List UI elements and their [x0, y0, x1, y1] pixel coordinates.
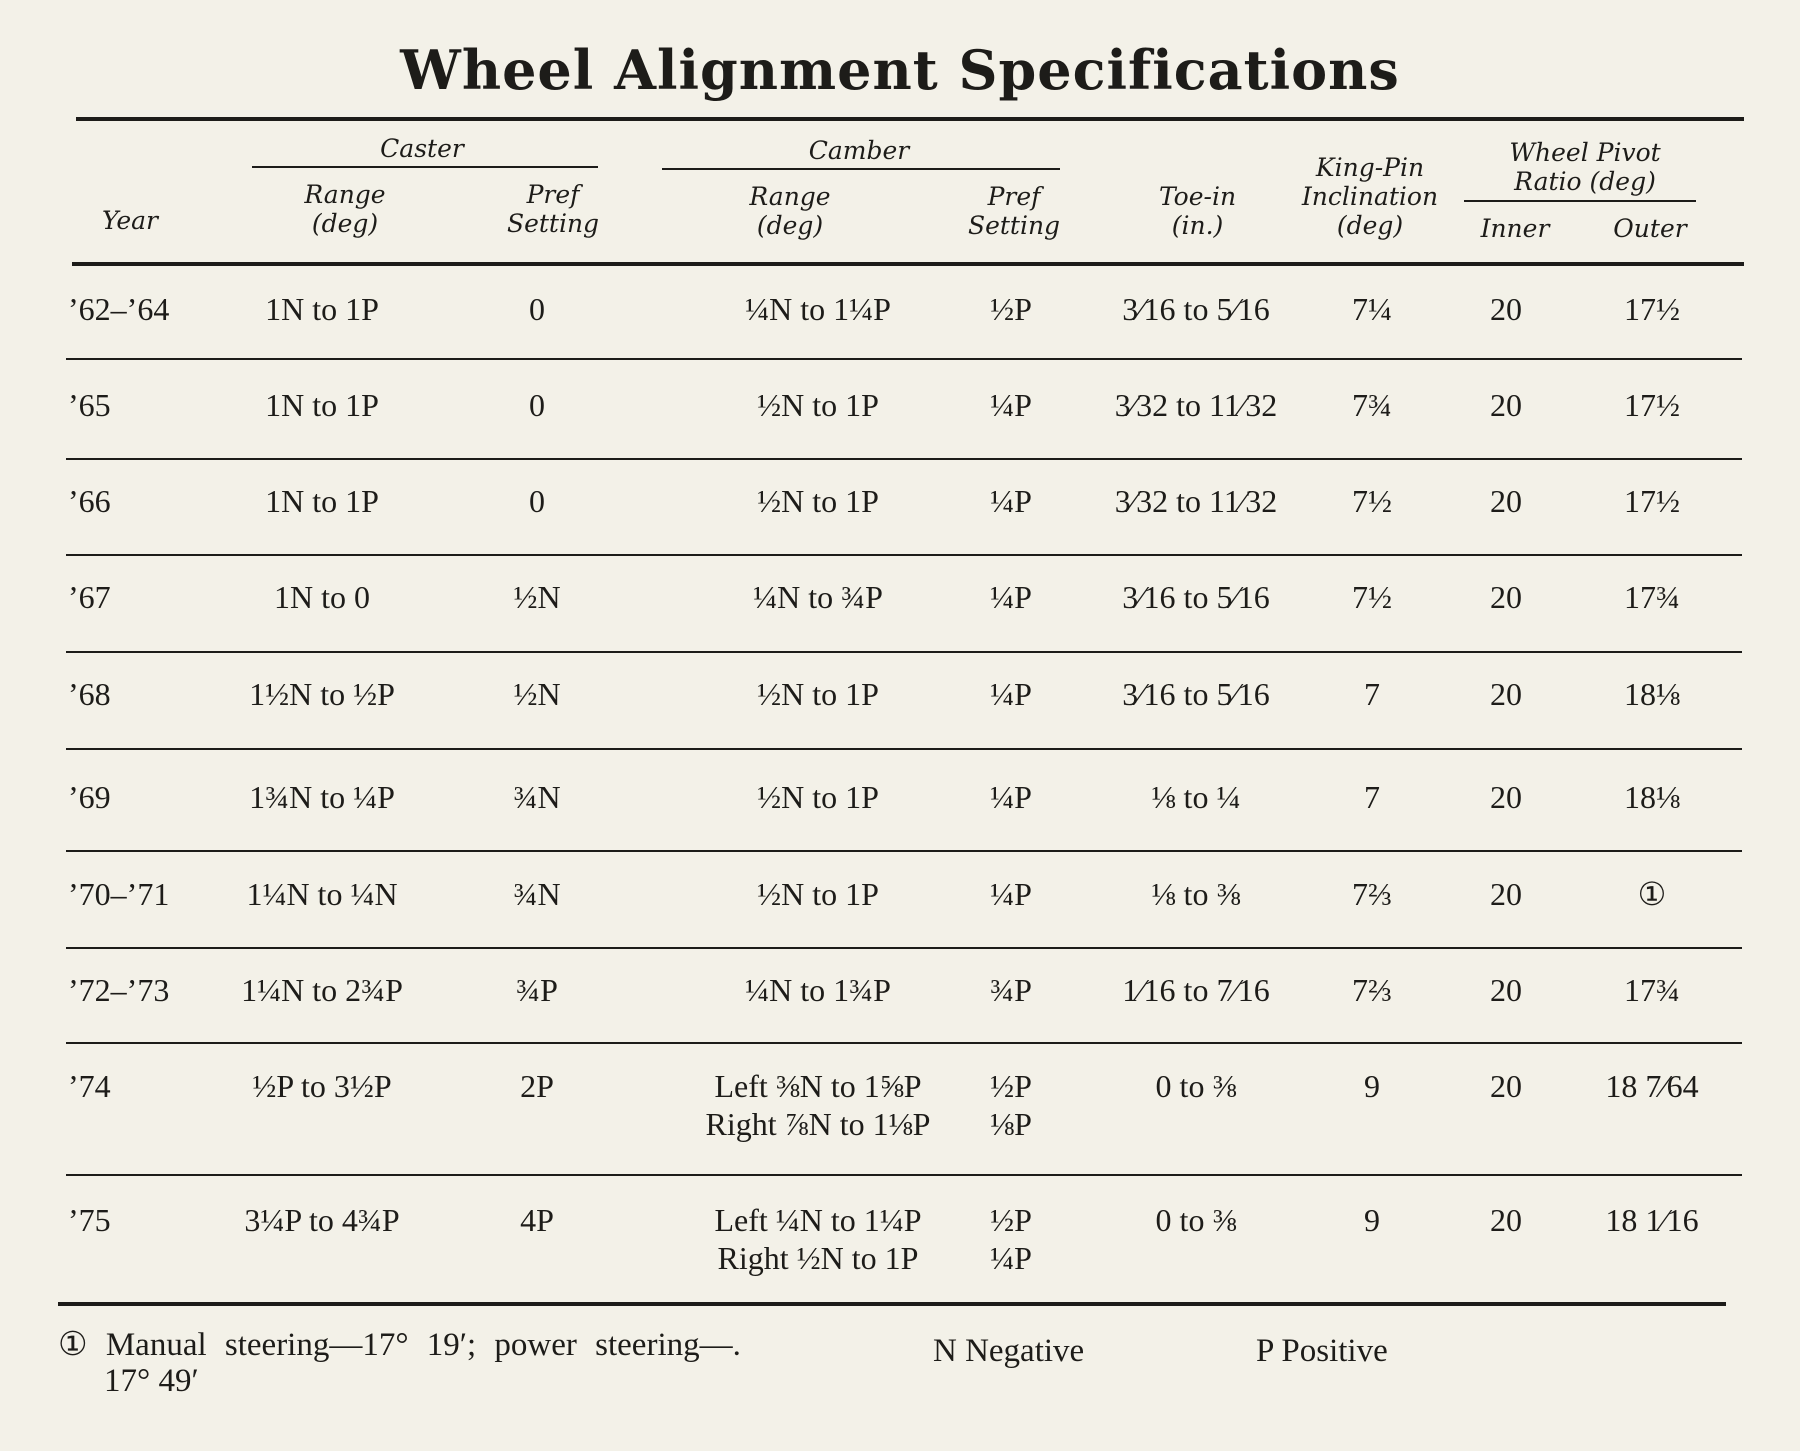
- cell-camber-range: ¼N to ¾P: [753, 579, 883, 615]
- cell-outer: ①: [1637, 876, 1667, 912]
- cell-inner: 20: [1490, 387, 1522, 423]
- cell-king-pin: 7½: [1352, 483, 1392, 519]
- cell-inner: 20: [1490, 1202, 1522, 1238]
- cell-camber-pref: ¼P: [990, 483, 1032, 519]
- cell-king-pin: 7¾: [1352, 387, 1392, 423]
- pivot-underline: [1464, 200, 1696, 202]
- cell-inner: 20: [1490, 779, 1522, 815]
- cell-camber-range: Left ⅜N to 1⅝P: [714, 1068, 922, 1104]
- cell-caster-pref: ¾N: [513, 876, 561, 912]
- cell-caster-pref: 0: [529, 387, 545, 423]
- cell-year: ’74: [68, 1068, 111, 1104]
- cell-toe-in: 0 to ⅜: [1155, 1068, 1237, 1104]
- header-camber: Camber: [808, 136, 910, 165]
- cell-camber-range: ½N to 1P: [757, 676, 879, 712]
- header-toe-in: Toe-in (in.): [1158, 182, 1237, 240]
- cell-caster-range: 1N to 1P: [265, 387, 379, 423]
- cell-caster-pref: 0: [529, 483, 545, 519]
- cell-camber-pref-line2: ⅛P: [990, 1106, 1032, 1142]
- cell-outer: 17½: [1624, 387, 1680, 423]
- header-caster: Caster: [380, 134, 464, 163]
- cell-toe-in: 3⁄16 to 5⁄16: [1122, 676, 1270, 712]
- cell-camber-pref: ¾P: [990, 972, 1032, 1008]
- cell-toe-in: 3⁄16 to 5⁄16: [1122, 291, 1270, 327]
- cell-king-pin: 7⅔: [1352, 876, 1392, 912]
- row-divider: [66, 458, 1742, 460]
- page-title: Wheel Alignment Specifications: [400, 38, 1400, 102]
- cell-caster-range: 1½N to ½P: [249, 676, 395, 712]
- header-outer: Outer: [1613, 214, 1687, 243]
- cell-outer: 18⅛: [1624, 779, 1680, 815]
- cell-caster-pref: ¾N: [513, 779, 561, 815]
- cell-king-pin: 7¼: [1352, 291, 1392, 327]
- cell-year: ’68: [68, 676, 111, 712]
- cell-camber-pref: ¼P: [990, 579, 1032, 615]
- cell-inner: 20: [1490, 676, 1522, 712]
- cell-camber-pref-line2: ¼P: [990, 1240, 1032, 1276]
- cell-year: ’67: [68, 579, 111, 615]
- cell-toe-in: 0 to ⅜: [1155, 1202, 1237, 1238]
- cell-year: ’69: [68, 779, 111, 815]
- bottom-rule: [58, 1302, 1726, 1306]
- cell-toe-in: 1⁄16 to 7⁄16: [1122, 972, 1270, 1008]
- cell-outer: 18⅛: [1624, 676, 1680, 712]
- row-divider: [66, 651, 1742, 653]
- cell-caster-range: 1N to 0: [274, 579, 370, 615]
- cell-camber-pref: ¼P: [990, 676, 1032, 712]
- cell-camber-pref: ½P: [990, 291, 1032, 327]
- cell-camber-range-line2: Right ½N to 1P: [717, 1240, 919, 1276]
- cell-year: ’66: [68, 483, 111, 519]
- cell-caster-pref: 4P: [520, 1202, 554, 1238]
- cell-inner: 20: [1490, 876, 1522, 912]
- footnote-line2: 17° 49′: [104, 1363, 199, 1399]
- cell-caster-range: 1N to 1P: [265, 483, 379, 519]
- cell-caster-pref: 0: [529, 291, 545, 327]
- cell-king-pin: 7½: [1352, 579, 1392, 615]
- cell-camber-range: ¼N to 1¼P: [745, 291, 891, 327]
- footnote-line1: ① Manual steering—17° 19′; power steering—.: [58, 1327, 741, 1363]
- row-divider: [66, 947, 1742, 949]
- header-inner: Inner: [1480, 214, 1550, 243]
- cell-caster-range: 1N to 1P: [265, 291, 379, 327]
- footnote-positive: P Positive: [1256, 1333, 1388, 1369]
- row-divider: [66, 748, 1742, 750]
- cell-caster-pref: ½N: [513, 579, 561, 615]
- cell-king-pin: 7: [1364, 779, 1380, 815]
- header-caster-pref: Pref Setting: [506, 180, 600, 238]
- cell-king-pin: 9: [1364, 1202, 1380, 1238]
- cell-king-pin: 7: [1364, 676, 1380, 712]
- cell-toe-in: 3⁄32 to 11⁄32: [1114, 387, 1278, 423]
- cell-caster-range: ½P to 3½P: [252, 1068, 392, 1104]
- cell-outer: 17½: [1624, 291, 1680, 327]
- cell-toe-in: 3⁄32 to 11⁄32: [1114, 483, 1278, 519]
- row-divider: [66, 1174, 1742, 1176]
- cell-camber-pref: ¼P: [990, 387, 1032, 423]
- row-divider: [66, 850, 1742, 852]
- cell-camber-pref: ½P: [990, 1068, 1032, 1104]
- cell-camber-range: ½N to 1P: [757, 387, 879, 423]
- row-divider: [66, 358, 1742, 360]
- cell-year: ’70–’71: [68, 876, 170, 912]
- cell-inner: 20: [1490, 1068, 1522, 1104]
- row-divider: [66, 1042, 1742, 1044]
- top-rule: [76, 117, 1744, 121]
- cell-camber-pref: ½P: [990, 1202, 1032, 1238]
- header-camber-range: Range (deg): [749, 182, 831, 240]
- cell-inner: 20: [1490, 291, 1522, 327]
- cell-caster-range: 1¾N to ¼P: [249, 779, 395, 815]
- caster-underline: [252, 166, 598, 168]
- cell-year: ’65: [68, 387, 111, 423]
- cell-outer: 17½: [1624, 483, 1680, 519]
- cell-outer: 17¾: [1624, 972, 1680, 1008]
- cell-king-pin: 7⅔: [1352, 972, 1392, 1008]
- cell-camber-range: ½N to 1P: [757, 779, 879, 815]
- cell-caster-range: 1¼N to ¼N: [246, 876, 398, 912]
- cell-caster-pref: ¾P: [516, 972, 558, 1008]
- camber-underline: [662, 168, 1060, 170]
- cell-king-pin: 9: [1364, 1068, 1380, 1104]
- cell-camber-range-line2: Right ⅞N to 1⅛P: [705, 1106, 931, 1142]
- cell-caster-pref: 2P: [520, 1068, 554, 1104]
- cell-outer: 18 1⁄16: [1605, 1202, 1699, 1238]
- cell-outer: 18 7⁄64: [1605, 1068, 1699, 1104]
- cell-camber-pref: ¼P: [990, 876, 1032, 912]
- header-camber-pref: Pref Setting: [967, 182, 1061, 240]
- row-divider: [66, 554, 1742, 556]
- cell-camber-range: ½N to 1P: [757, 483, 879, 519]
- header-year: Year: [102, 206, 158, 235]
- header-caster-range: Range (deg): [304, 180, 386, 238]
- footnote-negative: N Negative: [933, 1333, 1085, 1369]
- cell-camber-range: ½N to 1P: [757, 876, 879, 912]
- cell-caster-pref: ½N: [513, 676, 561, 712]
- cell-inner: 20: [1490, 579, 1522, 615]
- cell-caster-range: 3¼P to 4¾P: [244, 1202, 400, 1238]
- cell-camber-range: ¼N to 1¾P: [745, 972, 891, 1008]
- cell-year: ’72–’73: [68, 972, 170, 1008]
- cell-toe-in: 3⁄16 to 5⁄16: [1122, 579, 1270, 615]
- cell-camber-range: Left ¼N to 1¼P: [714, 1202, 922, 1238]
- header-bottom-rule: [72, 262, 1744, 266]
- cell-year: ’75: [68, 1202, 111, 1238]
- cell-toe-in: ⅛ to ¼: [1151, 779, 1241, 815]
- cell-camber-pref: ¼P: [990, 779, 1032, 815]
- cell-inner: 20: [1490, 483, 1522, 519]
- cell-year: ’62–’64: [68, 291, 170, 327]
- cell-outer: 17¾: [1624, 579, 1680, 615]
- cell-caster-range: 1¼N to 2¾P: [241, 972, 403, 1008]
- header-pivot: Wheel Pivot Ratio (deg): [1509, 138, 1661, 196]
- cell-inner: 20: [1490, 972, 1522, 1008]
- header-king-pin: King-Pin Inclination (deg): [1301, 153, 1439, 240]
- cell-toe-in: ⅛ to ⅜: [1151, 876, 1241, 912]
